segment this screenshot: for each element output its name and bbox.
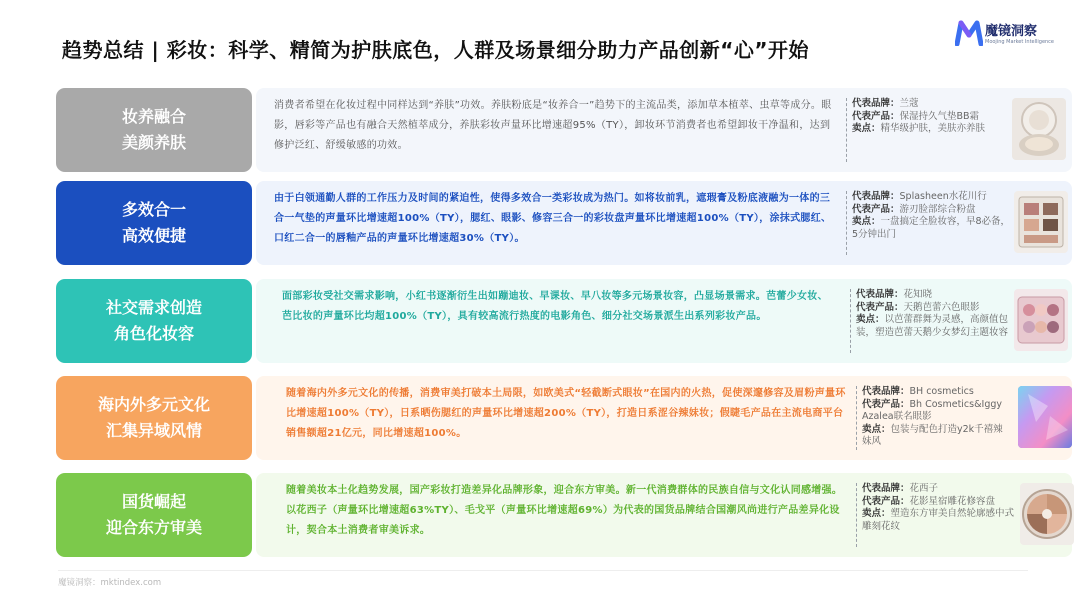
trend-description: 消费者希望在化妆过程中同样达到“养肤”功效。养肤粉底是“妆养合一”趋势下的主流品类，添加草本植萃、虫草等成分。眼影，唇彩等产品也有融合天然植萃成分，养肤彩妆声量环比增速超95%（TY），卸妆环节消费者也希望卸妆干净温和，达到修护泛红、舒缓敏感的功效。 (274, 100, 832, 151)
brand-label: 代表品牌： (862, 483, 910, 494)
selling-value: 包装与配色打造y2k千禧辣妹风 (862, 423, 1003, 447)
trend-title-line1: 妆养融合 (121, 107, 186, 126)
trend-title-box (56, 88, 252, 172)
divider (856, 483, 857, 547)
trend-row (56, 88, 1072, 172)
footer-source: 魔镜洞察：mktindex.com (58, 578, 162, 588)
divider (846, 191, 847, 255)
trend-row (56, 279, 1072, 363)
footer-divider (58, 570, 1028, 571)
selling-label: 卖点： (856, 314, 885, 325)
product-label: 代表产品： (852, 110, 900, 122)
product-info (862, 483, 1018, 533)
trend-title-box (56, 279, 252, 363)
selling-label: 卖点： (852, 123, 881, 134)
product-info (852, 191, 1014, 241)
selling-value: 以芭蕾群舞为灵感，高颜值包装，塑造芭蕾天鹅少女梦幻主题妆容 (856, 314, 1009, 338)
brand-value: BH cosmetics (909, 386, 974, 397)
brand-value: 花西子 (909, 483, 939, 494)
page-title: 趋势总结 | 彩妆：科学、精简为护肤底色，人群及场景细分助力产品创新“心”开始 (62, 38, 810, 62)
trend-title-box (56, 473, 252, 557)
product-value: 保湿持久气垫BB霜 (899, 110, 980, 122)
product-info (862, 386, 1012, 449)
selling-label: 卖点： (862, 423, 891, 435)
selling-label: 卖点： (862, 508, 891, 519)
selling-label: 卖点： (852, 216, 881, 227)
selling-value: 塑造东方审美自然轮廓感中式雕刻花纹 (862, 508, 1015, 532)
trend-description: 随着美妆本土化趋势发展，国产彩妆打造差异化品牌形象，迎合东方审美。新一代消费群体的民族自信与文化认同感增强。以花西子（声量环比增速超63%TY）、毛戈平（声量环比增速超69%）为代表的国货品牌结合国潮风尚进行产品差异化设计，契合本土消费者审美诉求。 (286, 485, 843, 536)
trend-title-line2: 迎合东方审美 (105, 518, 202, 537)
trend-description: 面部彩妆受社交需求影响，小红书逐渐衍生出如蹦迪妆、早课妆、早八妆等多元场景妆容，凸显场景需求。芭蕾少女妆、芭比妆的声量环比均超100%（TY），具有较高流行热度的电影角色、细分社交场景派生出系列彩妆产品。 (282, 291, 828, 322)
cushion-compact-icon (1012, 98, 1066, 160)
selling-value: 一盘搞定全脸妆容，早8必备，5分钟出门 (852, 216, 1011, 240)
trend-title-line1: 社交需求创造 (105, 298, 202, 317)
brand-label: 代表品牌： (852, 191, 900, 202)
trend-row (56, 473, 1072, 557)
product-value: 天鹅芭蕾六色眼影 (903, 301, 980, 313)
product-info (852, 98, 1014, 136)
logo-subtitle: Moojing Market Intelligence (985, 39, 1055, 45)
product-info (856, 289, 1010, 339)
brand-value: 兰蔻 (899, 98, 919, 109)
holographic-palette-icon (1018, 386, 1072, 448)
product-label: 代表产品： (862, 398, 910, 410)
logo-name: 魔镜洞察 (985, 24, 1038, 39)
moojing-logo-icon (955, 20, 983, 46)
trend-row (56, 181, 1072, 265)
brand-value: Splasheen水花川行 (899, 191, 987, 202)
trend-title-line1: 海内外多元文化 (97, 395, 210, 414)
trend-title-box (56, 181, 252, 265)
eyeshadow-palette-icon (1014, 289, 1068, 351)
brand-label: 代表品牌： (852, 98, 900, 109)
brand-value: 花知晓 (903, 289, 933, 300)
trend-title-line1: 国货崛起 (121, 492, 186, 511)
trend-title-box (56, 376, 252, 460)
trend-title-line2: 高效便捷 (121, 226, 186, 245)
trend-title-line2: 角色化妆容 (113, 324, 194, 343)
product-label: 代表产品： (856, 301, 904, 313)
product-label: 代表产品： (862, 495, 910, 507)
trend-title-line2: 汇集异域风情 (105, 421, 202, 440)
product-value: 花影星宿雕花修容盘 (909, 495, 996, 507)
product-label: 代表产品： (852, 203, 900, 215)
brand-logo (955, 20, 1065, 56)
divider (856, 386, 857, 450)
brand-label: 代表品牌： (856, 289, 904, 300)
brand-label: 代表品牌： (862, 386, 910, 397)
multi-palette-icon (1014, 191, 1068, 253)
trend-description: 由于白领通勤人群的工作压力及时间的紧迫性，使得多效合一类彩妆成为热门。如将妆前乳，遮瑕膏及粉底液融为一体的三合一气垫的声量环比增速超100%（TY），腮红、眼影、修容三合一的彩妆盘声量环比增速超100%（TY），涂抹式腮红、口红二合一的唇釉产品的声量环比增速超30%（TY）。 (274, 193, 832, 244)
product-value: 游刃脸部综合粉盘 (899, 203, 976, 215)
divider (850, 289, 851, 353)
trend-description: 随着海内外多元文化的传播，消费审美打破本土局限，如欧美式“轻截断式眼妆”在国内的火热，促使深邃修容及眉粉声量环比增速超100%（TY），日系晒伤腮红的声量环比增速超200%（TY），打造日系涩谷辣妹妆；假睫毛产品在主流电商平台销售额超21亿元，同比增速超100%。 (286, 388, 846, 439)
product-value: Bh Cosmetics&Iggy Azalea联名眼影 (862, 398, 1002, 422)
divider (846, 98, 847, 162)
selling-value: 精华级护肤，美肤亦养肤 (880, 123, 986, 134)
carved-contour-palette-icon (1020, 483, 1074, 545)
trend-title-line1: 多效合一 (121, 200, 186, 219)
trend-title-line2: 美颜养肤 (121, 133, 186, 152)
trend-row (56, 376, 1072, 460)
